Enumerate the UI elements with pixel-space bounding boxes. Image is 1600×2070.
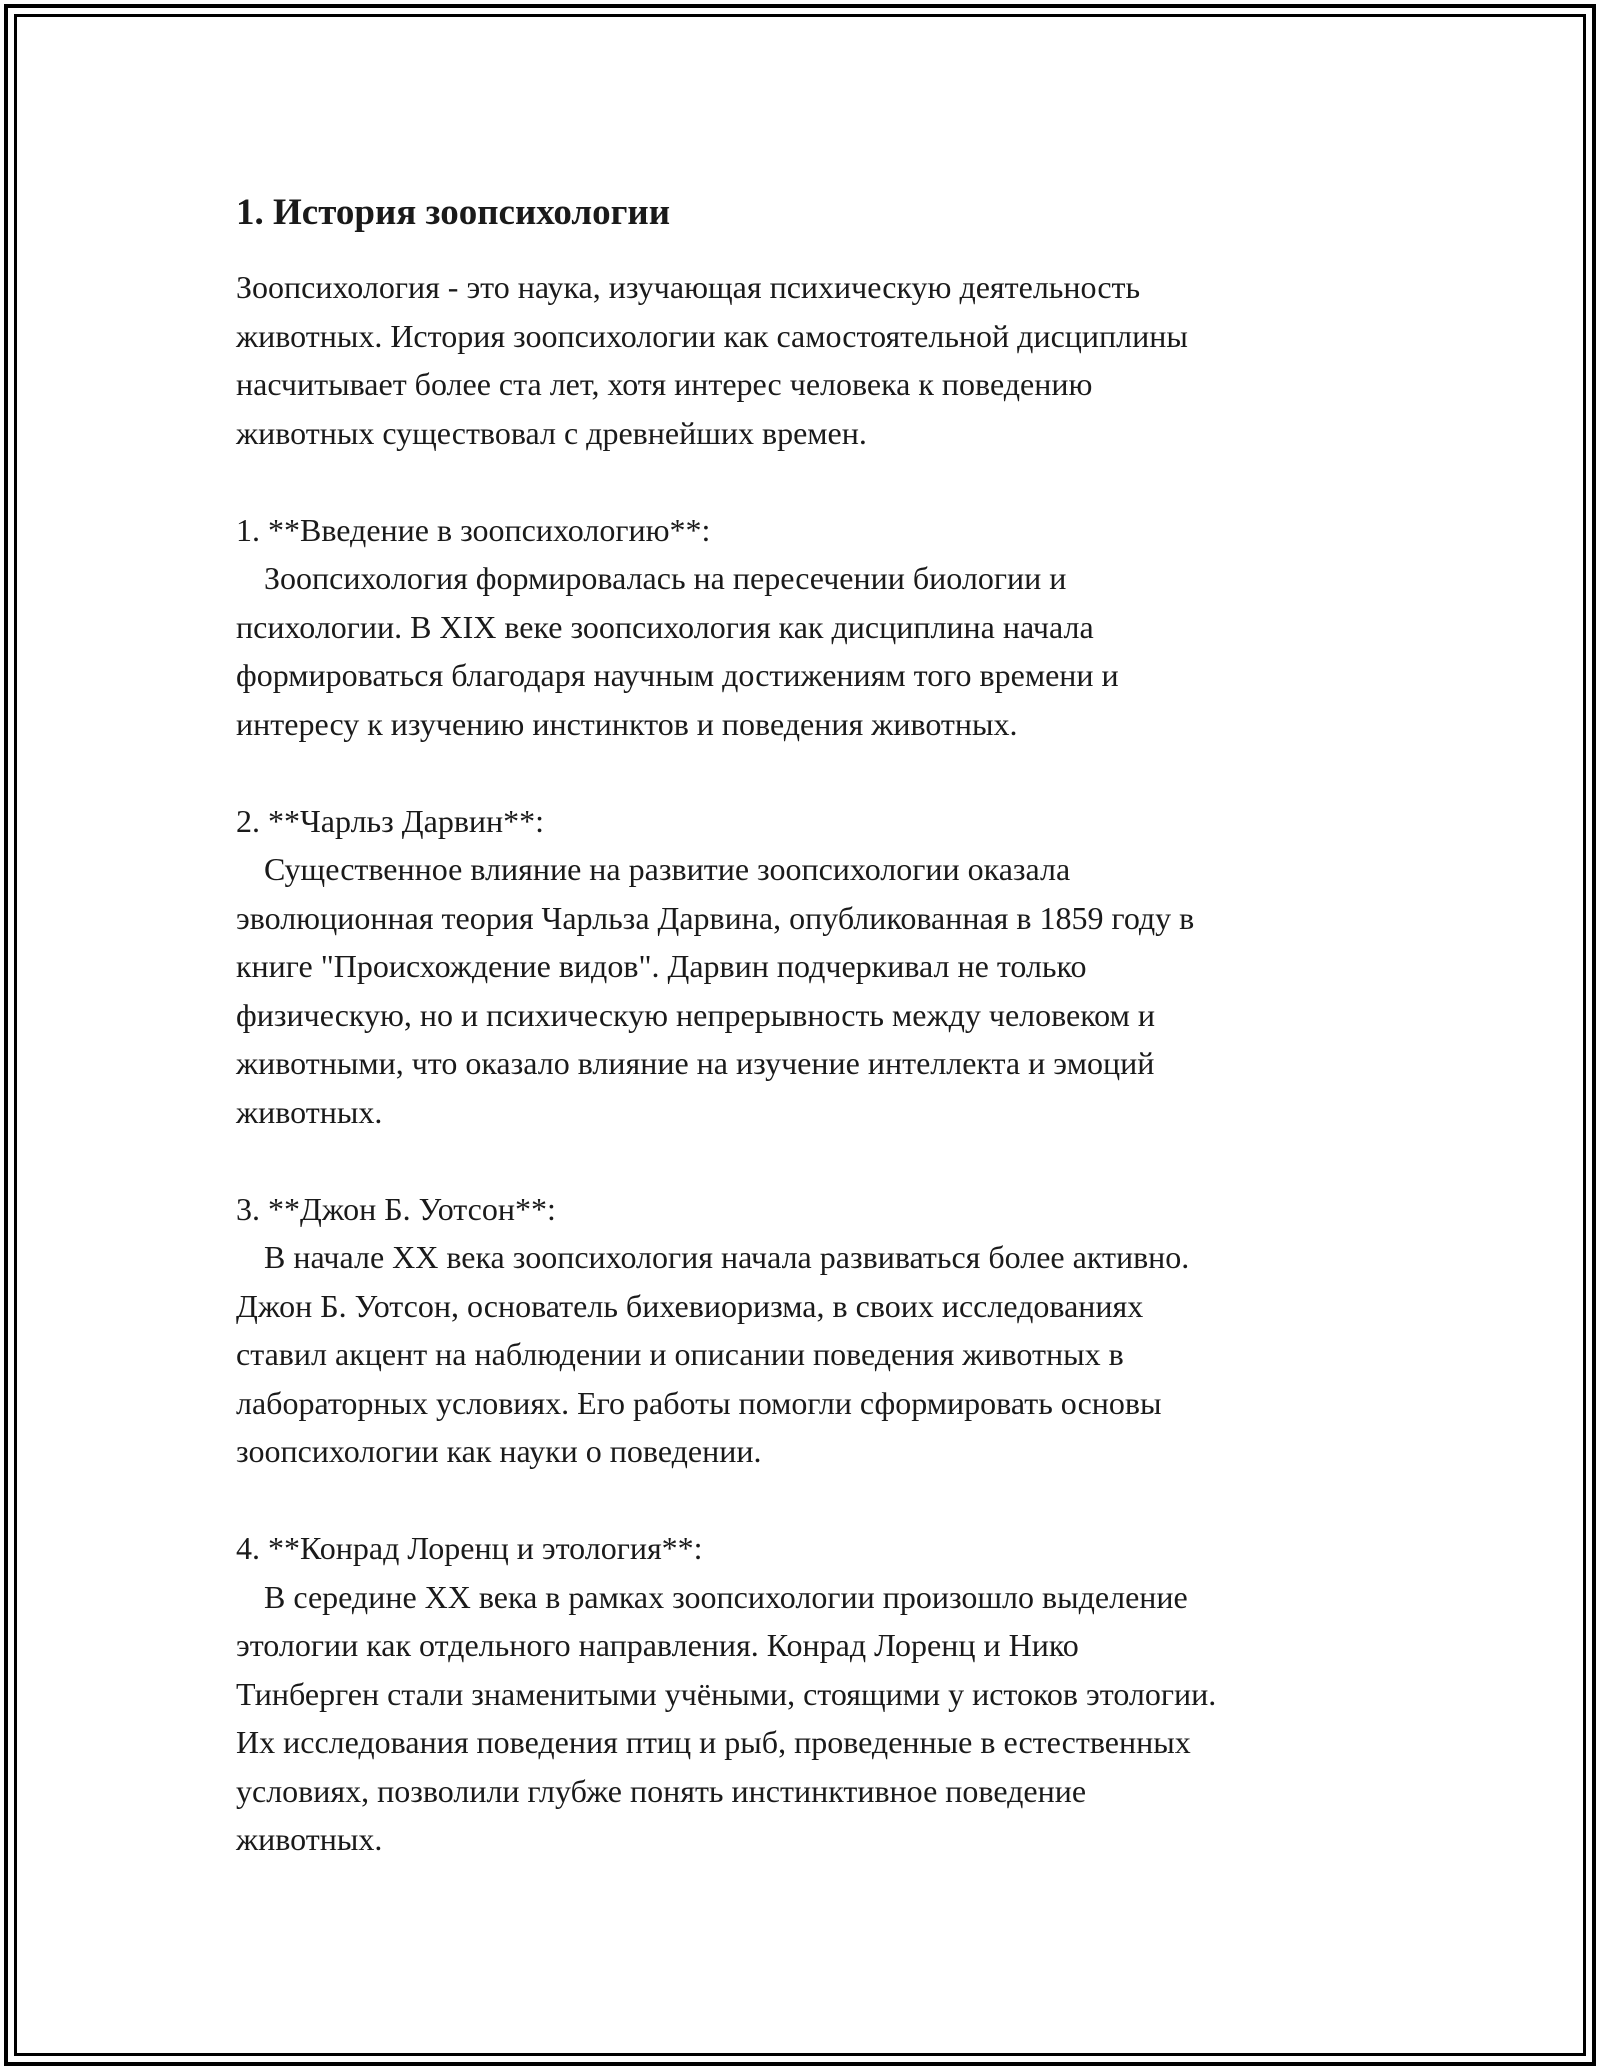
intro-paragraph: Зоопсихология - это наука, изучающая психическую деятельность животных. История зоопсихологии как самостоятельной дисциплины насчитывает более ста лет, хотя интерес человека к поведению животных существовал с древнейших времен. bbox=[236, 269, 1188, 451]
section-body: Существенное влияние на развитие зоопсихологии оказала эволюционная теория Чарльза Дарвина, опубликованная в 1859 году в книге "Происхождение видов". Дарвин подчеркивал не только физическую, но и психическую непрерывность между человеком и животными, что оказало влияние на изучение интеллекта и эмоций животных. bbox=[236, 851, 1195, 1130]
section-watson bbox=[236, 1185, 1376, 1476]
section-body: В середине XX века в рамках зоопсихологии произошло выделение этологии как отдельного направления. Конрад Лоренц и Нико Тинберген стали знаменитыми учёными, стоящими у истоков этологии. Их исследования поведения птиц и рыб, проведенные в естественных условиях, позволили глубже понять инстинктивное поведение животных. bbox=[236, 1578, 1217, 1857]
section-heading: 3. **Джон Б. Уотсон**: bbox=[236, 1190, 556, 1227]
section-heading: 2. **Чарльз Дарвин**: bbox=[236, 802, 545, 839]
section-body: В начале XX века зоопсихология начала развиваться более активно. Джон Б. Уотсон, основатель бихевиоризма, в своих исследованиях ставил акцент на наблюдении и описании поведения животных в лабораторных условиях. Его работы помогли сформировать основы зоопсихологии как науки о поведении. bbox=[236, 1239, 1190, 1469]
section-darwin bbox=[236, 797, 1376, 1137]
section-body: Зоопсихология формировалась на пересечении биологии и психологии. В XIX веке зоопсихология как дисциплина начала формироваться благодаря научным достижениям того времени и интересу к изучению инстинктов и поведения животных. bbox=[236, 560, 1119, 742]
section-introduction bbox=[236, 506, 1376, 749]
section-heading: 4. **Конрад Лоренц и этология**: bbox=[236, 1530, 703, 1566]
document-title: 1. История зоопсихологии bbox=[236, 192, 671, 233]
document-body bbox=[236, 183, 1376, 1864]
section-heading: 1. **Введение в зоопсихологию**: bbox=[236, 511, 711, 548]
section-lorenz-ethology bbox=[236, 1524, 1376, 1864]
